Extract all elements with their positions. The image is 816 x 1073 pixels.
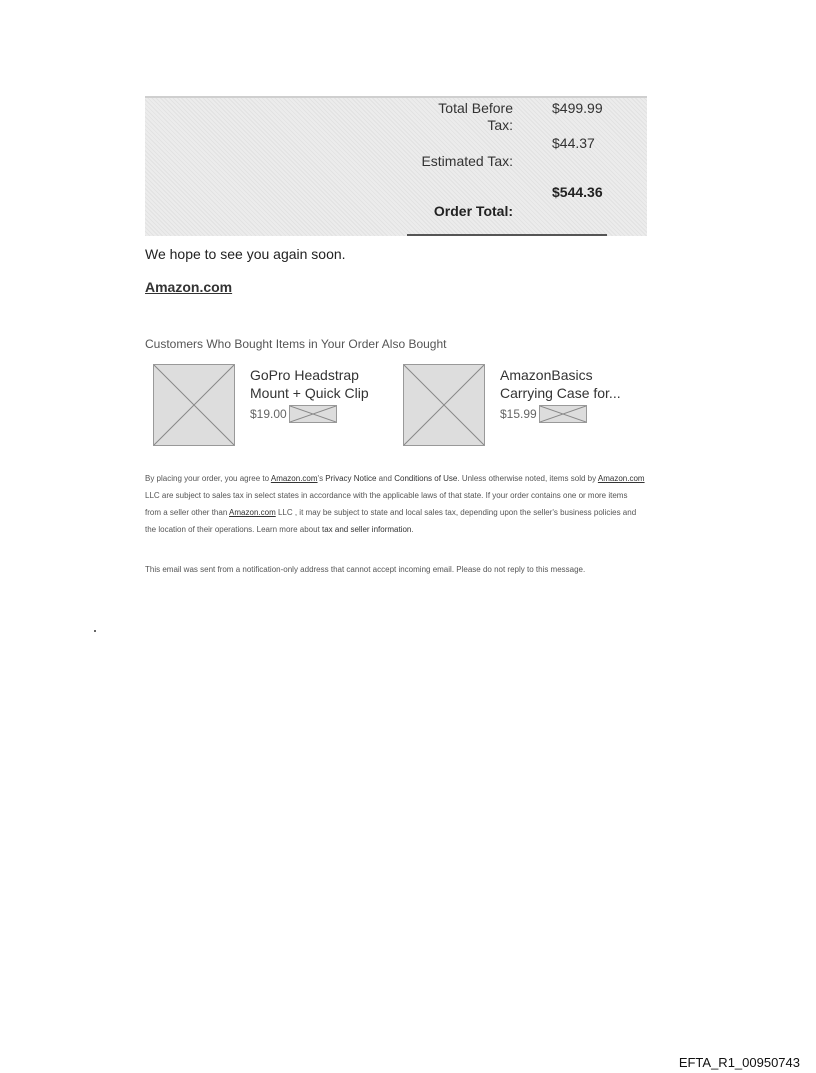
order-totals-box [145,96,647,236]
amazon-signature-link[interactable]: Amazon.com [145,279,233,295]
recommended-product-1[interactable] [145,364,385,446]
estimated-tax-label: Estimated Tax: [421,153,513,169]
closing-message: We hope to see you again soon. [145,246,346,262]
stray-dot [94,630,96,632]
product-image-placeholder-icon[interactable] [153,364,235,446]
totals-divider [407,234,607,236]
rating-image-placeholder-icon [539,405,587,423]
legal-notice [145,470,645,538]
amazon-link[interactable]: Amazon.com [597,474,645,483]
product-price-row [500,405,587,423]
legal-text: By placing your order, you agree to [145,474,271,483]
legal-text: 's [317,474,326,483]
recommended-product-2[interactable] [395,364,635,446]
amazon-link[interactable]: Amazon.com [270,474,318,483]
legal-text: . Unless otherwise noted, items sold by [457,474,598,483]
order-total-value: $544.36 [552,184,603,200]
privacy-notice-link[interactable]: Privacy Notice [325,474,377,483]
rating-image-placeholder-icon [289,405,337,423]
conditions-of-use-link[interactable]: Conditions of Use [394,474,458,483]
product-price-row [250,405,337,423]
total-before-tax-value: $499.99 [552,100,603,116]
legal-text: and [376,474,395,483]
amazon-link[interactable]: Amazon.com [229,508,276,517]
legal-text: LLC , it may be subject to state and local sales tax, depending upon the seller's business policies and the location of their operations. Learn more about [145,508,637,534]
order-total-label: Order Total: [433,203,513,219]
estimated-tax-value: $44.37 [552,135,595,151]
product-price: $19.00 [250,407,287,421]
tax-seller-info-link[interactable]: tax and seller information [322,525,412,534]
product-title[interactable]: GoPro Headstrap Mount + Quick Clip [250,367,369,401]
document-id: EFTA_R1_00950743 [678,1055,800,1070]
product-image-placeholder-icon[interactable] [403,364,485,446]
legal-text: . [411,525,414,534]
legal-text: LLC are subject to sales tax in select states in accordance with the applicable laws of that state. If your order contains one or more items from a seller other than [145,491,628,517]
product-title[interactable]: AmazonBasics Carrying Case for... [500,367,621,401]
no-reply-notice: This email was sent from a notification-only address that cannot accept incoming email. Please do not reply to this message. [145,565,586,574]
recommendations-heading: Customers Who Bought Items in Your Order Also Bought [145,337,447,351]
total-before-tax-label: Total Before Tax: [438,100,513,133]
product-price: $15.99 [500,407,537,421]
